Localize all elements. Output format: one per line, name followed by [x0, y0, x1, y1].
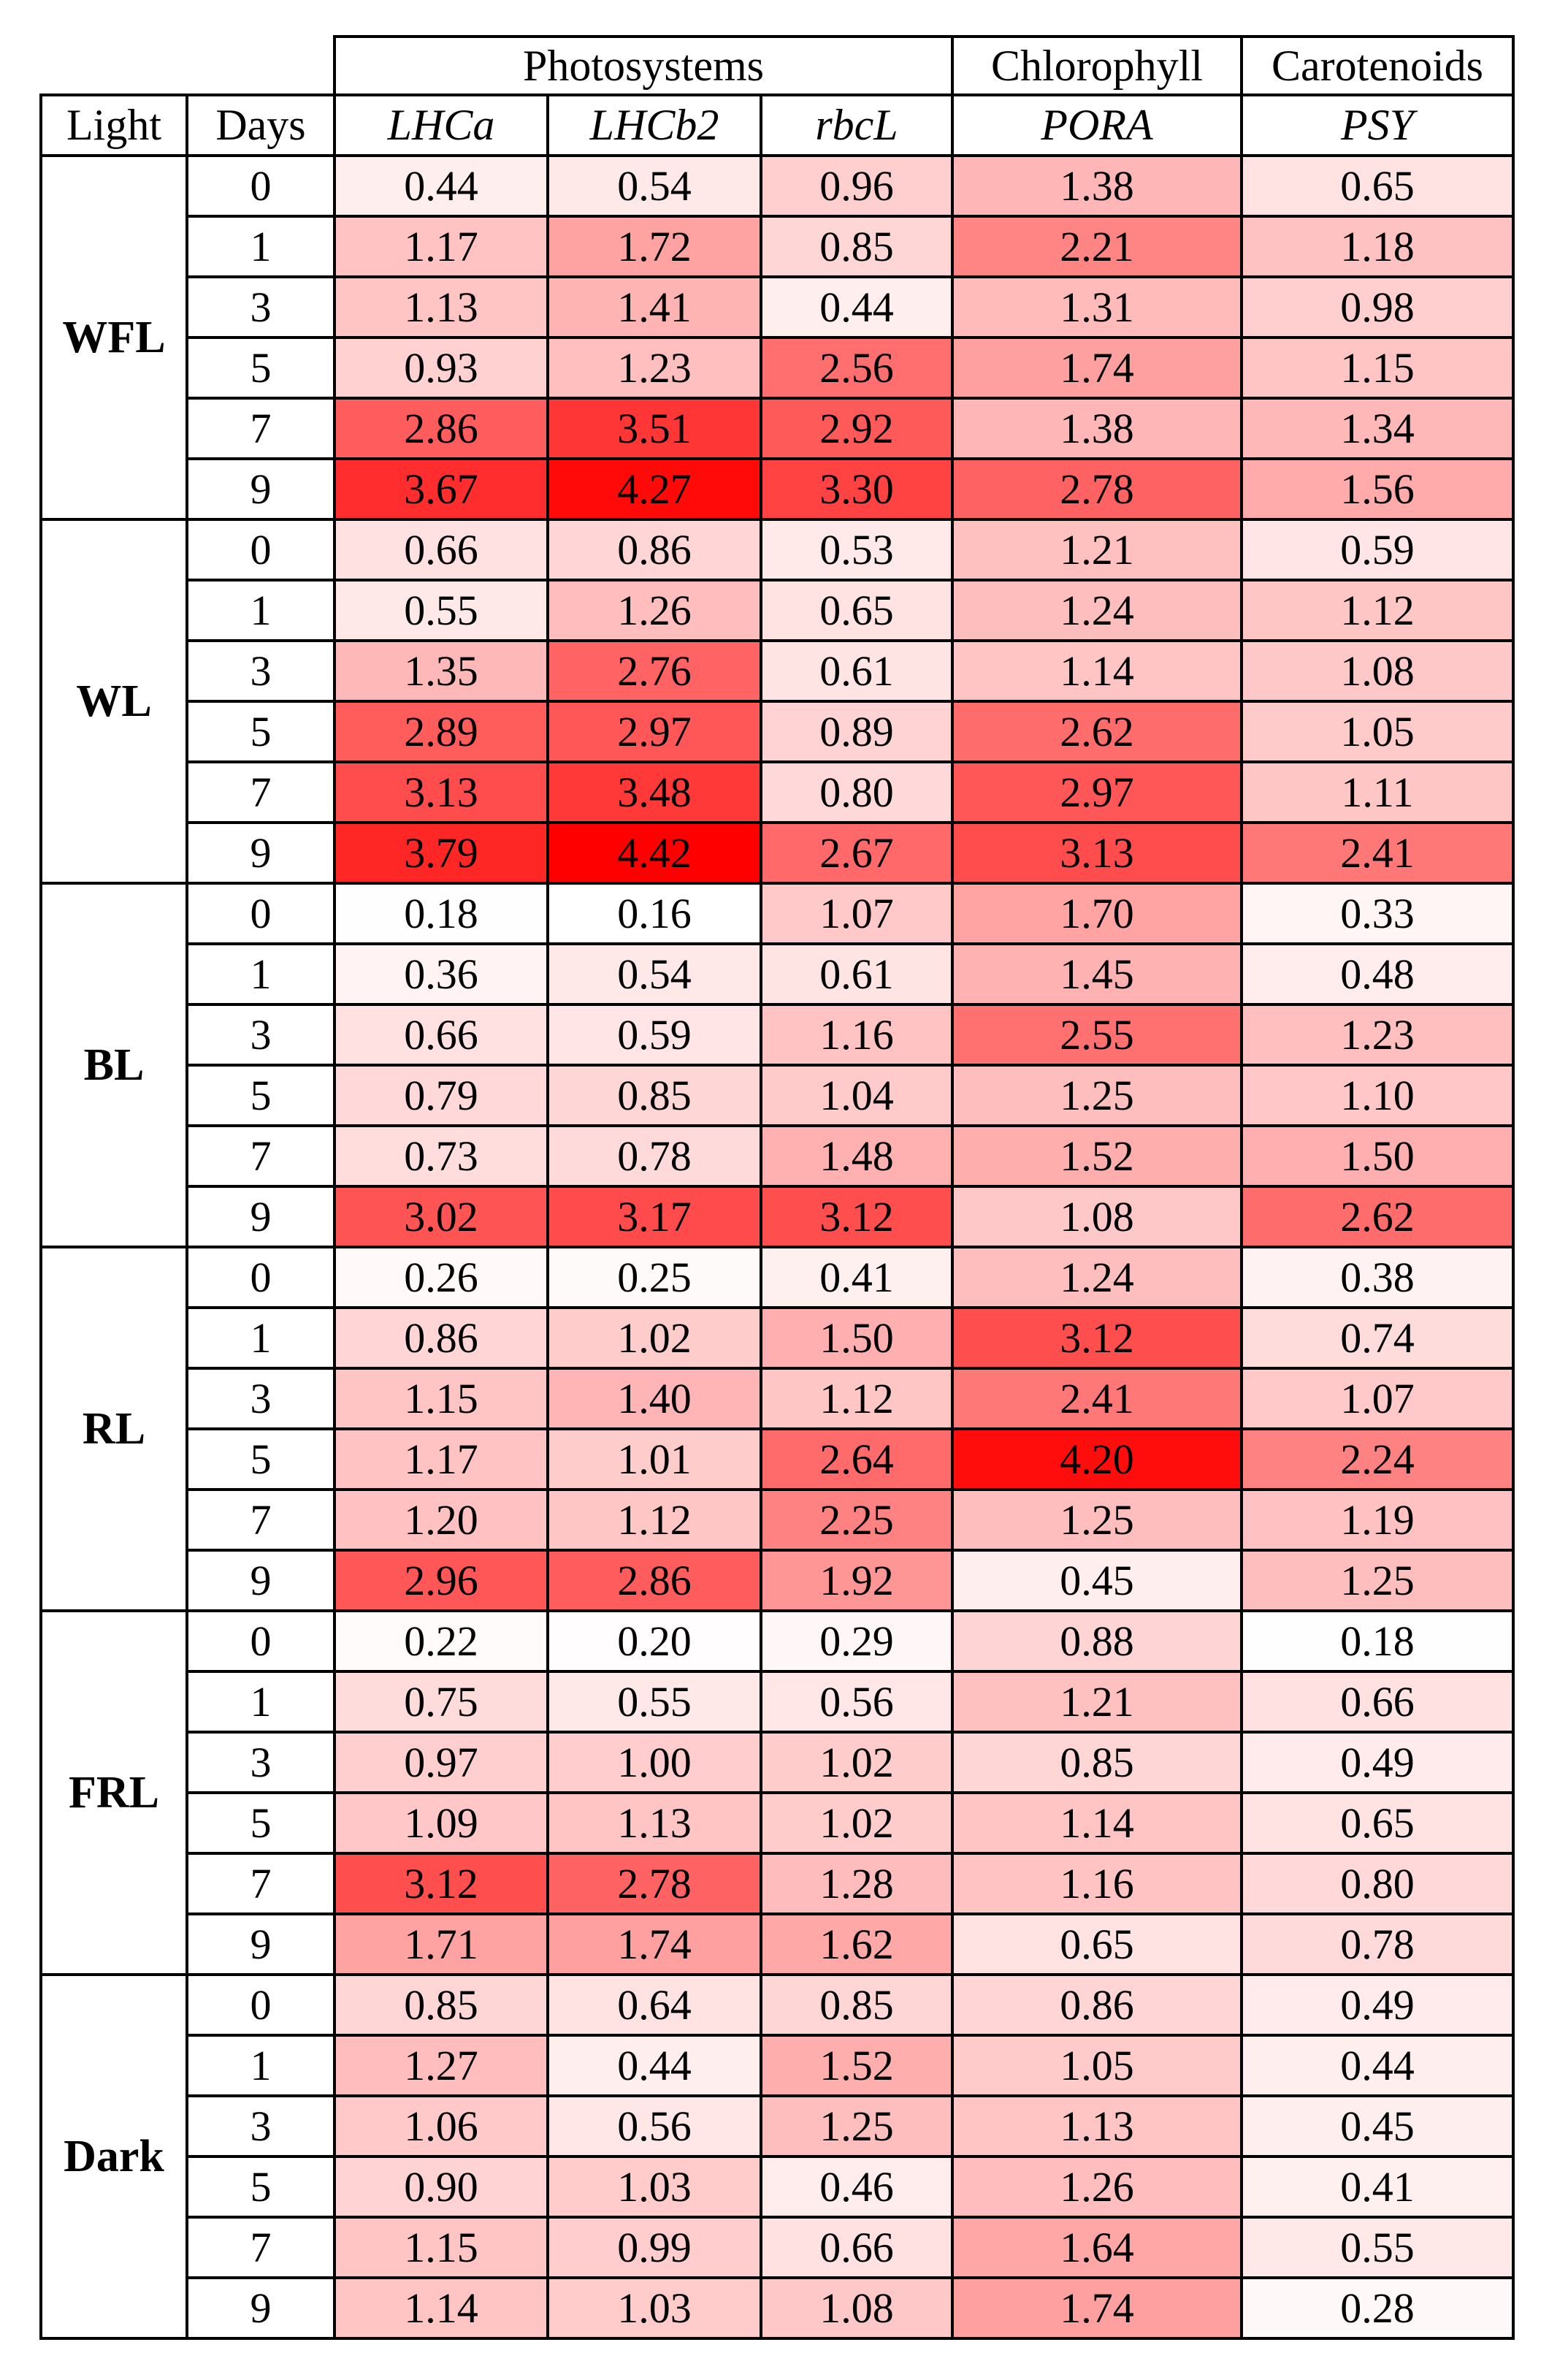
table-row [41, 459, 1513, 519]
heatmap-cell-pora: 0.88 [952, 1611, 1242, 1671]
heatmap-cell-rbcl: 0.46 [761, 2156, 952, 2217]
heatmap-cell-psy: 2.41 [1242, 823, 1513, 883]
table-row [41, 762, 1513, 823]
heatmap-cell-lhcb2: 1.41 [548, 277, 761, 338]
heatmap-cell-lhca: 1.35 [334, 641, 548, 701]
heatmap-cell-psy: 0.59 [1242, 519, 1513, 580]
heatmap-cell-lhcb2: 1.03 [548, 2156, 761, 2217]
group-header-carotenoids: Carotenoids [1242, 37, 1513, 95]
heatmap-cell-lhca: 0.55 [334, 580, 548, 641]
heatmap-cell-lhcb2: 3.51 [548, 398, 761, 459]
heatmap-cell-lhcb2: 0.16 [548, 883, 761, 944]
heatmap-cell-psy: 0.49 [1242, 1732, 1513, 1793]
heatmap-cell-lhca: 1.27 [334, 2035, 548, 2096]
heatmap-cell-psy: 1.56 [1242, 459, 1513, 519]
heatmap-cell-rbcl: 0.80 [761, 762, 952, 823]
heatmap-cell-rbcl: 2.67 [761, 823, 952, 883]
heatmap-cell-pora: 1.38 [952, 398, 1242, 459]
day-label: 3 [187, 1732, 334, 1793]
heatmap-cell-pora: 2.97 [952, 762, 1242, 823]
table-row [41, 1065, 1513, 1126]
heatmap-cell-lhca: 0.75 [334, 1671, 548, 1732]
heatmap-cell-rbcl: 1.16 [761, 1004, 952, 1065]
heatmap-cell-psy: 2.62 [1242, 1186, 1513, 1247]
day-label: 0 [187, 156, 334, 216]
table-row [41, 338, 1513, 398]
table-row [41, 2278, 1513, 2338]
day-label: 5 [187, 338, 334, 398]
heatmap-cell-rbcl: 0.44 [761, 277, 952, 338]
heatmap-cell-lhca: 1.71 [334, 1914, 548, 1975]
heatmap-cell-pora: 1.38 [952, 156, 1242, 216]
heatmap-cell-psy: 0.65 [1242, 156, 1513, 216]
day-label: 9 [187, 2278, 334, 2338]
heatmap-cell-rbcl: 3.12 [761, 1186, 952, 1247]
heatmap-cell-lhca: 1.09 [334, 1793, 548, 1853]
heatmap-cell-lhcb2: 3.17 [548, 1186, 761, 1247]
heatmap-cell-lhcb2: 0.25 [548, 1247, 761, 1308]
heatmap-cell-pora: 0.45 [952, 1550, 1242, 1611]
heatmap-cell-lhcb2: 0.54 [548, 156, 761, 216]
day-label: 7 [187, 398, 334, 459]
heatmap-cell-rbcl: 1.52 [761, 2035, 952, 2096]
table-row [41, 2217, 1513, 2278]
table-row [41, 277, 1513, 338]
heatmap-cell-psy: 1.05 [1242, 701, 1513, 762]
table-row [41, 641, 1513, 701]
heatmap-cell-lhca: 0.93 [334, 338, 548, 398]
heatmap-cell-lhca: 0.66 [334, 519, 548, 580]
heatmap-cell-lhcb2: 2.86 [548, 1550, 761, 1611]
heatmap-cell-rbcl: 2.64 [761, 1429, 952, 1490]
heatmap-cell-lhca: 3.02 [334, 1186, 548, 1247]
table-row [41, 1611, 1513, 1671]
heatmap-cell-lhca: 0.26 [334, 1247, 548, 1308]
gene-header-lhca: LHCa [334, 95, 548, 156]
heatmap-cell-pora: 0.85 [952, 1732, 1242, 1793]
heatmap-cell-pora: 3.13 [952, 823, 1242, 883]
day-label: 7 [187, 1126, 334, 1186]
heatmap-cell-pora: 1.74 [952, 2278, 1242, 2338]
table-row [41, 216, 1513, 277]
day-label: 1 [187, 944, 334, 1004]
table-row [41, 519, 1513, 580]
heatmap-cell-rbcl: 1.08 [761, 2278, 952, 2338]
heatmap-cell-lhca: 1.17 [334, 1429, 548, 1490]
heatmap-cell-lhca: 0.85 [334, 1975, 548, 2035]
heatmap-cell-pora: 1.45 [952, 944, 1242, 1004]
table-row [41, 156, 1513, 216]
heatmap-cell-lhcb2: 0.86 [548, 519, 761, 580]
heatmap-cell-pora: 1.14 [952, 641, 1242, 701]
heatmap-cell-psy: 1.25 [1242, 1550, 1513, 1611]
heatmap-cell-pora: 1.64 [952, 2217, 1242, 2278]
heatmap-cell-psy: 0.44 [1242, 2035, 1513, 2096]
heatmap-cell-rbcl: 0.96 [761, 156, 952, 216]
heatmap-cell-pora: 1.24 [952, 1247, 1242, 1308]
heatmap-cell-lhca: 0.22 [334, 1611, 548, 1671]
light-condition-label: Dark [41, 1975, 187, 2338]
heatmap-cell-rbcl: 0.65 [761, 580, 952, 641]
day-label: 7 [187, 2217, 334, 2278]
heatmap-cell-lhcb2: 0.99 [548, 2217, 761, 2278]
heatmap-cell-lhca: 1.20 [334, 1490, 548, 1550]
heatmap-cell-pora: 2.78 [952, 459, 1242, 519]
heatmap-cell-lhca: 3.13 [334, 762, 548, 823]
heatmap-cell-rbcl: 1.28 [761, 1853, 952, 1914]
table-row [41, 1308, 1513, 1368]
light-condition-label: BL [41, 883, 187, 1247]
table-row [41, 2096, 1513, 2156]
column-header-row [41, 95, 1513, 156]
heatmap-cell-psy: 1.10 [1242, 1065, 1513, 1126]
heatmap-cell-lhcb2: 1.74 [548, 1914, 761, 1975]
table-row [41, 1126, 1513, 1186]
heatmap-cell-psy: 1.34 [1242, 398, 1513, 459]
heatmap-cell-lhca: 0.97 [334, 1732, 548, 1793]
heatmap-body [41, 156, 1513, 2338]
day-label: 5 [187, 1793, 334, 1853]
day-label: 9 [187, 1550, 334, 1611]
heatmap-cell-lhcb2: 0.78 [548, 1126, 761, 1186]
heatmap-cell-lhcb2: 1.00 [548, 1732, 761, 1793]
column-group-header-row [41, 37, 1513, 95]
table-row [41, 1550, 1513, 1611]
heatmap-cell-rbcl: 0.61 [761, 944, 952, 1004]
heatmap-cell-pora: 2.21 [952, 216, 1242, 277]
heatmap-cell-lhcb2: 0.64 [548, 1975, 761, 2035]
table-row [41, 1186, 1513, 1247]
heatmap-cell-pora: 0.65 [952, 1914, 1242, 1975]
heatmap-cell-lhcb2: 0.59 [548, 1004, 761, 1065]
heatmap-cell-psy: 1.08 [1242, 641, 1513, 701]
heatmap-cell-psy: 0.48 [1242, 944, 1513, 1004]
heatmap-cell-lhcb2: 1.13 [548, 1793, 761, 1853]
heatmap-cell-pora: 1.13 [952, 2096, 1242, 2156]
heatmap-cell-lhca: 2.89 [334, 701, 548, 762]
day-label: 1 [187, 216, 334, 277]
heatmap-cell-psy: 1.19 [1242, 1490, 1513, 1550]
heatmap-cell-lhcb2: 1.02 [548, 1308, 761, 1368]
heatmap-cell-psy: 1.07 [1242, 1368, 1513, 1429]
heatmap-cell-psy: 0.78 [1242, 1914, 1513, 1975]
heatmap-cell-pora: 0.86 [952, 1975, 1242, 2035]
heatmap-cell-rbcl: 0.85 [761, 216, 952, 277]
heatmap-cell-lhcb2: 2.78 [548, 1853, 761, 1914]
heatmap-cell-lhcb2: 0.54 [548, 944, 761, 1004]
light-condition-label: WFL [41, 156, 187, 519]
heatmap-cell-lhca: 0.73 [334, 1126, 548, 1186]
heatmap-cell-psy: 0.45 [1242, 2096, 1513, 2156]
day-label: 0 [187, 883, 334, 944]
light-condition-label: WL [41, 519, 187, 883]
heatmap-cell-rbcl: 1.12 [761, 1368, 952, 1429]
heatmap-cell-rbcl: 0.41 [761, 1247, 952, 1308]
heatmap-cell-rbcl: 1.50 [761, 1308, 952, 1368]
heatmap-cell-psy: 1.18 [1242, 216, 1513, 277]
day-label: 3 [187, 2096, 334, 2156]
heatmap-cell-lhcb2: 0.85 [548, 1065, 761, 1126]
heatmap-cell-lhcb2: 1.40 [548, 1368, 761, 1429]
heatmap-cell-psy: 0.38 [1242, 1247, 1513, 1308]
heatmap-cell-pora: 1.25 [952, 1065, 1242, 1126]
days-column-header: Days [187, 95, 334, 156]
heatmap-cell-psy: 1.23 [1242, 1004, 1513, 1065]
table-row [41, 1853, 1513, 1914]
heatmap-cell-pora: 1.70 [952, 883, 1242, 944]
expression-heatmap-table [39, 35, 1515, 2340]
heatmap-cell-rbcl: 1.92 [761, 1550, 952, 1611]
day-label: 0 [187, 519, 334, 580]
light-condition-label: FRL [41, 1611, 187, 1975]
heatmap-cell-psy: 0.80 [1242, 1853, 1513, 1914]
heatmap-cell-rbcl: 0.89 [761, 701, 952, 762]
heatmap-cell-lhcb2: 0.56 [548, 2096, 761, 2156]
heatmap-cell-lhca: 1.15 [334, 1368, 548, 1429]
heatmap-cell-lhca: 1.06 [334, 2096, 548, 2156]
heatmap-cell-lhca: 3.67 [334, 459, 548, 519]
heatmap-cell-rbcl: 0.66 [761, 2217, 952, 2278]
heatmap-cell-lhca: 1.13 [334, 277, 548, 338]
gene-header-lhcb2: LHCb2 [548, 95, 761, 156]
day-label: 7 [187, 1853, 334, 1914]
heatmap-cell-lhca: 0.90 [334, 2156, 548, 2217]
table-row [41, 1793, 1513, 1853]
heatmap-cell-pora: 4.20 [952, 1429, 1242, 1490]
heatmap-cell-lhcb2: 1.23 [548, 338, 761, 398]
heatmap-cell-psy: 1.11 [1242, 762, 1513, 823]
heatmap-cell-psy: 0.55 [1242, 2217, 1513, 2278]
heatmap-cell-lhca: 2.96 [334, 1550, 548, 1611]
table-row [41, 1732, 1513, 1793]
day-label: 1 [187, 580, 334, 641]
heatmap-cell-lhcb2: 2.76 [548, 641, 761, 701]
day-label: 5 [187, 701, 334, 762]
day-label: 1 [187, 1671, 334, 1732]
heatmap-cell-lhca: 0.18 [334, 883, 548, 944]
light-column-header: Light [41, 95, 187, 156]
heatmap-cell-lhcb2: 1.03 [548, 2278, 761, 2338]
heatmap-cell-lhcb2: 3.48 [548, 762, 761, 823]
heatmap-cell-psy: 0.18 [1242, 1611, 1513, 1671]
table-row [41, 2035, 1513, 2096]
header-corner [41, 37, 334, 95]
heatmap-cell-pora: 1.05 [952, 2035, 1242, 2096]
heatmap-cell-pora: 1.21 [952, 519, 1242, 580]
heatmap-cell-rbcl: 0.29 [761, 1611, 952, 1671]
heatmap-cell-lhca: 3.79 [334, 823, 548, 883]
heatmap-cell-lhca: 3.12 [334, 1853, 548, 1914]
heatmap-cell-psy: 0.74 [1242, 1308, 1513, 1368]
heatmap-cell-rbcl: 2.25 [761, 1490, 952, 1550]
heatmap-cell-pora: 1.08 [952, 1186, 1242, 1247]
heatmap-cell-pora: 2.41 [952, 1368, 1242, 1429]
day-label: 5 [187, 2156, 334, 2217]
day-label: 0 [187, 1975, 334, 2035]
heatmap-cell-lhcb2: 0.20 [548, 1611, 761, 1671]
heatmap-cell-psy: 2.24 [1242, 1429, 1513, 1490]
heatmap-cell-lhcb2: 0.44 [548, 2035, 761, 2096]
heatmap-cell-psy: 0.98 [1242, 277, 1513, 338]
group-header-chlorophyll: Chlorophyll [952, 37, 1242, 95]
day-label: 3 [187, 641, 334, 701]
heatmap-cell-psy: 0.41 [1242, 2156, 1513, 2217]
heatmap-cell-psy: 0.49 [1242, 1975, 1513, 2035]
table-row [41, 1429, 1513, 1490]
table-row [41, 1004, 1513, 1065]
gene-header-rbcl: rbcL [761, 95, 952, 156]
day-label: 1 [187, 2035, 334, 2096]
heatmap-cell-rbcl: 1.02 [761, 1793, 952, 1853]
group-header-photosystems: Photosystems [334, 37, 952, 95]
table-row [41, 580, 1513, 641]
heatmap-cell-pora: 1.52 [952, 1126, 1242, 1186]
heatmap-cell-pora: 1.25 [952, 1490, 1242, 1550]
heatmap-cell-pora: 1.21 [952, 1671, 1242, 1732]
heatmap-cell-pora: 3.12 [952, 1308, 1242, 1368]
heatmap-cell-rbcl: 2.92 [761, 398, 952, 459]
heatmap-cell-lhca: 0.79 [334, 1065, 548, 1126]
heatmap-cell-pora: 1.16 [952, 1853, 1242, 1914]
heatmap-cell-lhca: 0.66 [334, 1004, 548, 1065]
heatmap-cell-psy: 1.50 [1242, 1126, 1513, 1186]
heatmap-cell-psy: 1.12 [1242, 580, 1513, 641]
heatmap-cell-pora: 1.74 [952, 338, 1242, 398]
heatmap-cell-lhca: 1.14 [334, 2278, 548, 2338]
light-condition-label: RL [41, 1247, 187, 1611]
day-label: 3 [187, 1004, 334, 1065]
heatmap-cell-rbcl: 1.48 [761, 1126, 952, 1186]
heatmap-cell-pora: 1.24 [952, 580, 1242, 641]
heatmap-cell-lhca: 1.15 [334, 2217, 548, 2278]
heatmap-cell-rbcl: 1.25 [761, 2096, 952, 2156]
heatmap-cell-lhca: 0.86 [334, 1308, 548, 1368]
day-label: 9 [187, 459, 334, 519]
table-row [41, 2156, 1513, 2217]
table-row [41, 823, 1513, 883]
day-label: 5 [187, 1065, 334, 1126]
heatmap-cell-rbcl: 0.61 [761, 641, 952, 701]
heatmap-cell-psy: 0.66 [1242, 1671, 1513, 1732]
table-row [41, 1247, 1513, 1308]
day-label: 0 [187, 1611, 334, 1671]
gene-header-pora: PORA [952, 95, 1242, 156]
heatmap-cell-pora: 1.26 [952, 2156, 1242, 2217]
day-label: 5 [187, 1429, 334, 1490]
heatmap-cell-rbcl: 1.62 [761, 1914, 952, 1975]
heatmap-cell-lhcb2: 1.12 [548, 1490, 761, 1550]
heatmap-cell-pora: 1.31 [952, 277, 1242, 338]
heatmap-cell-lhca: 0.36 [334, 944, 548, 1004]
heatmap-cell-lhca: 0.44 [334, 156, 548, 216]
heatmap-cell-lhcb2: 4.42 [548, 823, 761, 883]
table-row [41, 944, 1513, 1004]
heatmap-cell-psy: 0.65 [1242, 1793, 1513, 1853]
table-row [41, 398, 1513, 459]
heatmap-cell-pora: 2.62 [952, 701, 1242, 762]
day-label: 7 [187, 1490, 334, 1550]
day-label: 3 [187, 1368, 334, 1429]
heatmap-cell-psy: 0.33 [1242, 883, 1513, 944]
heatmap-cell-lhca: 1.17 [334, 216, 548, 277]
heatmap-cell-rbcl: 0.85 [761, 1975, 952, 2035]
table-row [41, 701, 1513, 762]
day-label: 9 [187, 1914, 334, 1975]
table-row [41, 883, 1513, 944]
table-row [41, 1368, 1513, 1429]
heatmap-cell-rbcl: 1.04 [761, 1065, 952, 1126]
heatmap-cell-lhcb2: 2.97 [548, 701, 761, 762]
heatmap-cell-rbcl: 3.30 [761, 459, 952, 519]
table-row [41, 1490, 1513, 1550]
heatmap-cell-pora: 1.14 [952, 1793, 1242, 1853]
heatmap-cell-psy: 0.28 [1242, 2278, 1513, 2338]
day-label: 0 [187, 1247, 334, 1308]
gene-header-psy: PSY [1242, 95, 1513, 156]
table-row [41, 1914, 1513, 1975]
day-label: 9 [187, 1186, 334, 1247]
heatmap-cell-rbcl: 0.56 [761, 1671, 952, 1732]
table-row [41, 1671, 1513, 1732]
heatmap-cell-rbcl: 1.07 [761, 883, 952, 944]
heatmap-cell-lhca: 2.86 [334, 398, 548, 459]
heatmap-cell-lhcb2: 1.26 [548, 580, 761, 641]
day-label: 9 [187, 823, 334, 883]
heatmap-cell-lhcb2: 0.55 [548, 1671, 761, 1732]
heatmap-cell-lhcb2: 1.01 [548, 1429, 761, 1490]
heatmap-cell-psy: 1.15 [1242, 338, 1513, 398]
table-row [41, 1975, 1513, 2035]
day-label: 3 [187, 277, 334, 338]
heatmap-cell-rbcl: 1.02 [761, 1732, 952, 1793]
heatmap-cell-lhcb2: 1.72 [548, 216, 761, 277]
heatmap-cell-rbcl: 2.56 [761, 338, 952, 398]
day-label: 7 [187, 762, 334, 823]
heatmap-cell-lhcb2: 4.27 [548, 459, 761, 519]
heatmap-cell-pora: 2.55 [952, 1004, 1242, 1065]
day-label: 1 [187, 1308, 334, 1368]
heatmap-cell-rbcl: 0.53 [761, 519, 952, 580]
